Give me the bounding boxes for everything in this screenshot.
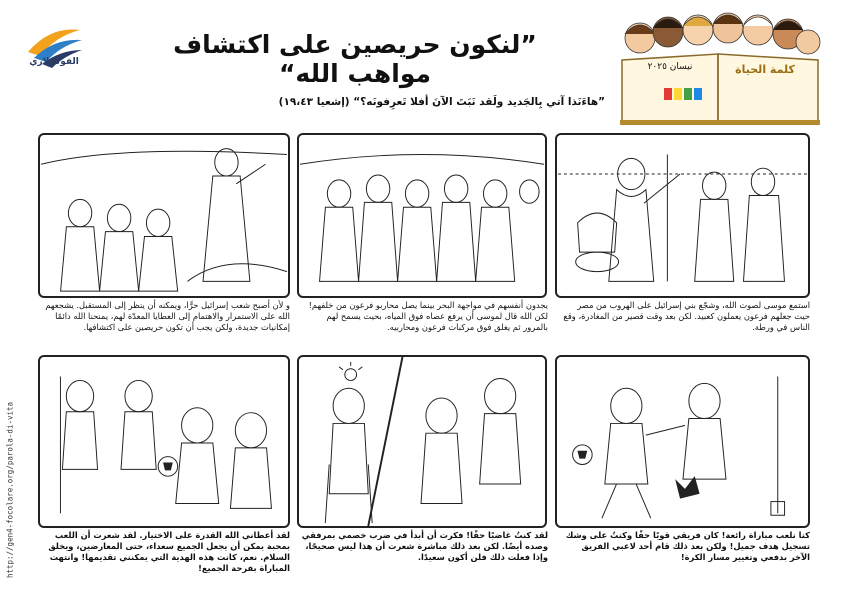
side-url [3,401,17,579]
panel-5-caption: لقد كنتُ غاضبًا حقًا! فكرت أن أبدأ في ضرب خصمي بمرفقي وصده أيضًا. لكن بعد ذلك مباشرة شعرت أن هذا ليس صحيحًا، وإذا فعلت ذلك فلن أكون سعيدًا. [301,530,548,562]
panel-2-caption: يجدون أنفسهم في مواجهة البحر بينما يصل محاربو فرعون من خلفهم! لكن الله قال لموسى أن يرفع عصاه فوق المياه، بحيث يسمح لهم بالمرور ثم يغلق فوق مركبات فرعون ومحاربيه. [308,300,548,332]
comic-panel-2 [297,133,547,298]
comic-panel-6 [38,355,290,528]
moses-on-rock-illustration [40,135,288,296]
moses-leading-people-illustration [557,135,808,296]
angry-boy-thinking-illustration [299,357,545,526]
crowd-facing-sea-illustration [299,135,545,296]
comic-panel-5 [297,355,547,528]
soccer-push-illustration [557,357,808,526]
badge-label: كلمة الحياة [735,63,795,76]
panel-3-caption: و لأن أصبح شعب إسرائيل حرًّا، ويمكنه أن ينظر إلى المستقبل. يشجعهم الله على الاستمرار والاهتمام إلى العطايا المعدّة لهم، يمنحنا الله دائمًا إمكانيات جديدة، ولكن يجب أن تكون حريصين على اكتشافها. [45,300,290,332]
kids-playing-together-illustration [40,357,288,526]
panel-6-caption: لقد أعطاني الله القدرة على الاختيار. لقد شعرت أن اللعب بمحبة يمكن أن يجعل الجميع سعداء، حتى المعارضين، ويخلق السلام. نعم، كانت هذه الهدية التي يمكنني تقديمها! وانتهت المباراة بفرحة الجميع! [48,530,290,573]
panel-4-caption: كنا نلعب مباراة رائعة! كان فريقي قويًا حقًا وكنتُ على وشك تسجيل هدف جميل! ولكن بعد ذلك قام أحد لاعبي الفريق الآخر بدفعي وتغيير مسار الكرة! [565,530,810,562]
panel-1-caption: استمع موسى لصوت الله، وشجّع بني إسرائيل على الهروب من مصر حيث جعلهم فرعون يعملون كعبيد. لكن بعد وقت قصير من المغادرة، وقع الناس في ورطة. [563,300,810,332]
bible-verse: ”هاءَنَذا آتي بِالجَديد ولَقد نَبَتَ الآنَ أفلا تَعرِفونَه؟“ (إشعيا ١٩،٤٣) [278,96,605,108]
side-url-text: http://gen4-focolare.org/parola-di-vita [5,401,15,579]
badge-date: نيسان ٢٠٢٥ [647,62,693,72]
brand-name: الفوكولاري [29,57,79,67]
comic-panel-3 [38,133,290,298]
page-title: ”لنكون حريصين على اكتشاف مواهب الله“ [173,30,537,88]
comic-panel-4 [555,355,810,528]
comic-panel-1 [555,133,810,298]
